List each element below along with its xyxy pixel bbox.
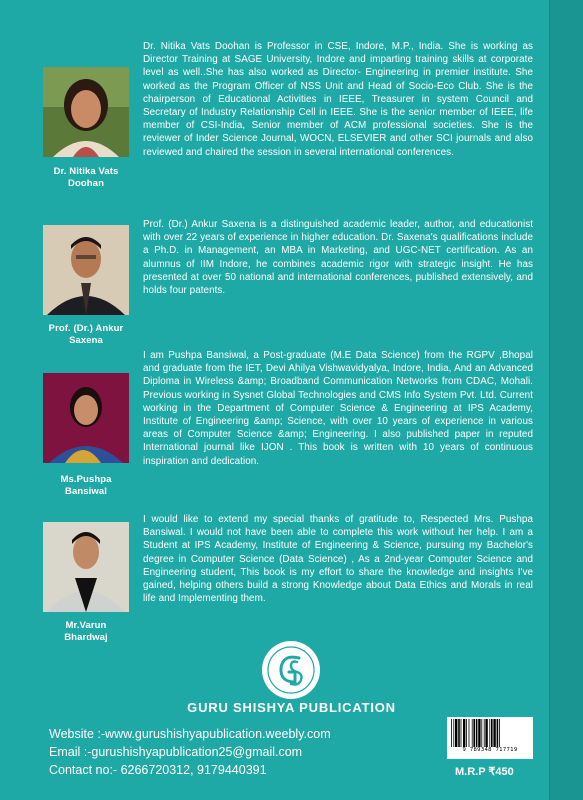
publisher-name: GURU SHISHYA PUBLICATION — [187, 700, 396, 715]
author-photo-varun — [43, 522, 129, 612]
publisher-logo-icon — [261, 640, 321, 700]
author-name-varun: Mr.Varun Bhardwaj — [64, 620, 108, 643]
author-photo-pushpa — [43, 373, 129, 463]
author-bio-varun: I would like to extend my special thanks of gratitude to, Respected Mrs. Pushpa Bansiwal. I would not have been able to complete this work without her help. I am a Student at IPS Academy, Institute of Engineering & Science, pursuing my Bachelor's degree in Computer Science (Data Science) , As a 2nd-year Computer Science and Engineering student, This book is my effort to share the knowledge and insights I've gained, helping others build a strong Knowledge about Data Ethics and Morals in real life and Implementing them. — [143, 514, 533, 605]
author-bio-nitika: Dr. Nitika Vats Doohan is Professor in CSE, Indore, M.P., India. She is working as Director Training at SAGE University, Indore and imparting training skills at corporate level as well..She has also worked as Director- Engineering in premier institute. She worked as the Program Officer of NSS Unit and Head of Socio-Eco Club. She is the chairperson of Educational Activities in IEEE, Treasurer in system Council and Secretary of Industry Relationship Cell in IEEE. She is the senior member of IEEE, life member of CSI-India, Senior member of ACM professional societies. She is the reviewer of Inder Science Journal, WOCN, ELSEVIER and other SCI journals and also reviewed and chaired the session in several international conferences. — [143, 41, 533, 158]
publisher-contact: Contact no:- 6266720312, 9179440391 — [49, 763, 267, 777]
publisher-email: Email :-gurushishyapublication25@gmail.com — [49, 745, 303, 759]
author-name-ankur: Prof. (Dr.) Ankur Saxena — [48, 323, 124, 346]
price-label: M.R.P ₹450 — [455, 766, 514, 778]
author-bio-pushpa: I am Pushpa Bansiwal, a Post-graduate (M.E Data Science) from the RGPV ,Bhopal and graduate from the IET, Devi Ahilya Vishwavidyalya, Indore, India, And an Advanced Diploma in Wireless &amp; Broadband Communication Networks from CDAC, Mohali. Previous working in Sysnet Global Technologies and CMS Info System Pvt. Ltd. Current working in the Department of Computer Science & Engineering at IPS Academy, Institute of Engineering &amp; Science, with over 10 years of experience in various areas of Computer Science &amp; Engineering. I also published paper in reputed International journal like IJON . This book is written with 10 years of continuous inspiration and dedication. — [143, 350, 533, 467]
author-bio-ankur: Prof. (Dr.) Ankur Saxena is a distinguished academic leader, author, and educationist with over 22 years of experience in higher education. Dr. Saxena's qualifications include a Ph.D. in Management, an MBA in Marketing, and UGC-NET certification. As an alumnus of IIM Indore, he combines academic rigor with strategic insight. He has presented at over 50 national and international conferences, published extensively, and holds four patents. — [143, 219, 533, 297]
barcode-bars-icon — [450, 719, 530, 747]
book-spine — [549, 0, 583, 800]
author-photo-ankur — [43, 225, 129, 315]
barcode-number: 9 789348 717719 — [462, 747, 518, 753]
author-name-pushpa: Ms.Pushpa Bansiwal — [60, 474, 112, 497]
publisher-website: Website :-www.gurushishyapublication.weebly.com — [49, 727, 331, 741]
author-name-nitika: Dr. Nitika Vats Doohan — [53, 166, 119, 189]
author-photo-nitika — [43, 67, 129, 157]
isbn-barcode — [447, 717, 533, 759]
